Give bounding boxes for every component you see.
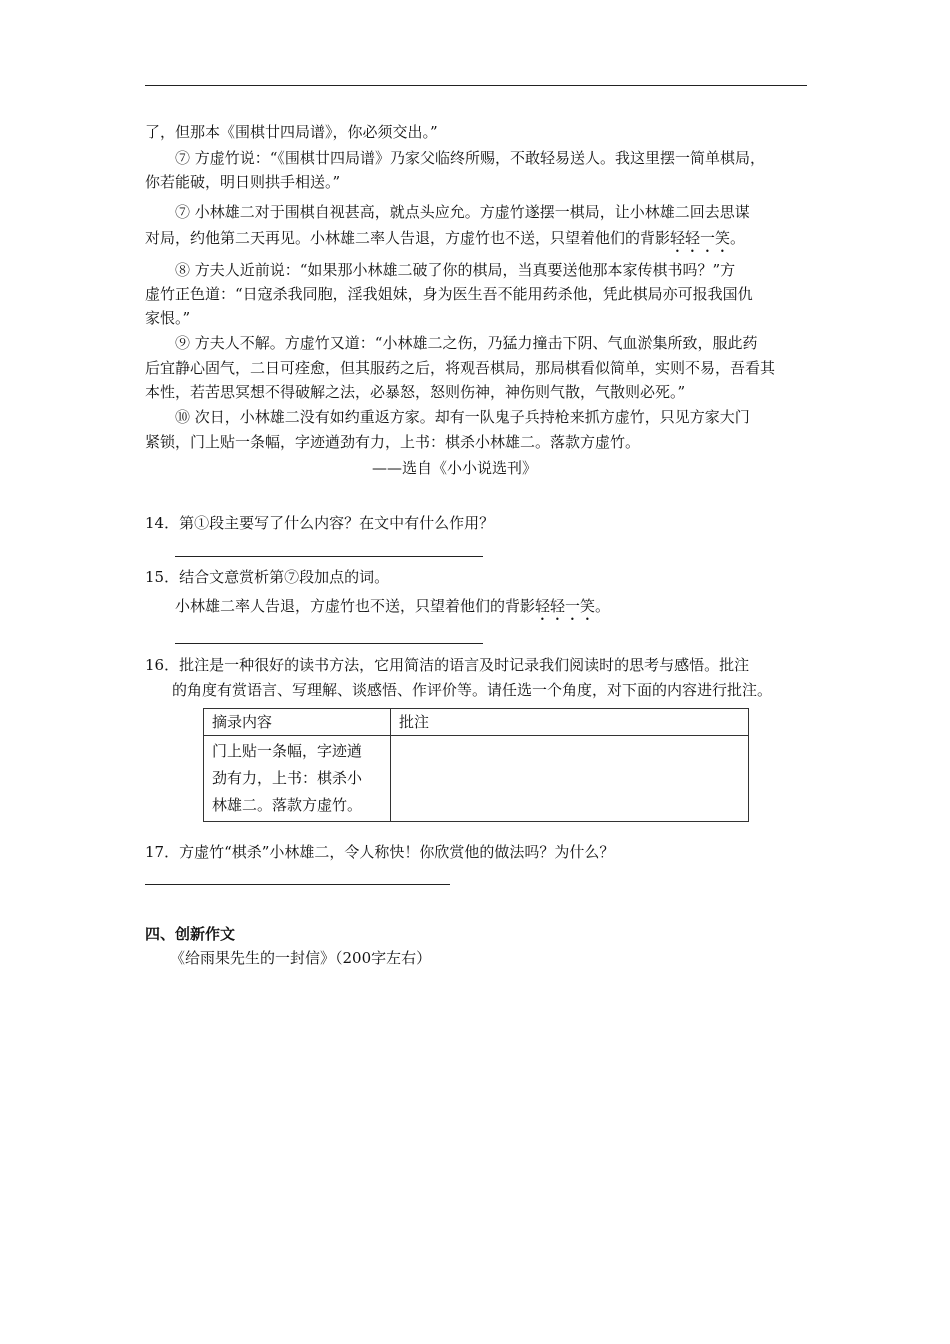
passage-line: 了，但那本《围棋廿四局谱》，你必须交出。” xyxy=(145,123,438,141)
table-cell-excerpt: 门上贴一条幅，字迹遒 劲有力，上书：棋杀小 林雄二。落款方虚竹。 xyxy=(204,736,391,822)
emphasized-word: 轻轻一笑 xyxy=(535,597,596,615)
question-16-line2: 的角度有赏语言、写理解、谈感悟、作评价等。请任选一个角度，对下面的内容进行批注。 xyxy=(172,681,773,699)
question-16: 16．批注是一种很好的读书方法，它用简洁的语言及时记录我们阅读时的思考与感悟。批注 xyxy=(145,656,750,674)
annotation-table xyxy=(203,708,749,822)
section-title: 四、创新作文 xyxy=(145,925,236,943)
question-14: 14．第①段主要写了什么内容？在文中有什么作用？ xyxy=(145,514,495,532)
passage-line: 虚竹正色道：“日寇杀我同胞，淫我姐妹，身为医生吾不能用药杀他，凭此棋局亦可报我国仇 xyxy=(145,285,753,303)
passage-line: 本性，若苦思冥想不得破解之法，必暴怒，怒则伤神，神伤则气散，气散则必死。” xyxy=(145,383,686,401)
question-15-quote: 小林雄二率人告退，方虚竹也不送，只望着他们的背影轻轻一笑。 xyxy=(175,597,611,615)
essay-prompt: 《给雨果先生的一封信》（200字左右） xyxy=(170,949,432,967)
source-citation: ——选自《小小说选刊》 xyxy=(372,459,538,477)
paragraph-7b: ⑦ 小林雄二对于围棋自视甚高，就点头应允。方虚竹遂摆一棋局，让小林雄二回去思谋 xyxy=(175,203,750,221)
passage-line: 紧锁，门上贴一条幅，字迹遒劲有力，上书：棋杀小林雄二。落款方虚竹。 xyxy=(145,433,641,451)
question-15: 15．结合文意赏析第⑦段加点的词。 xyxy=(145,568,390,586)
header-rule xyxy=(145,85,807,86)
passage-line: 家恨。” xyxy=(145,309,191,327)
paragraph-10: ⑩ 次日，小林雄二没有如约重返方家。却有一队鬼子兵持枪来抓方虚竹，只见方家大门 xyxy=(175,408,750,426)
table-header-excerpt: 摘录内容 xyxy=(204,709,391,736)
answer-line xyxy=(145,884,450,885)
paragraph-7a: ⑦ 方虚竹说：“《围棋廿四局谱》乃家父临终所赐，不敢轻易送人。我这里摆一简单棋局， xyxy=(175,149,765,167)
paragraph-9: ⑨ 方夫人不解。方虚竹又道：“小林雄二之伤，乃猛力撞击下阴、气血淤集所致，服此药 xyxy=(175,334,758,352)
table-header-annotation: 批注 xyxy=(391,709,749,736)
passage-line: 后宜静心固气，二日可痊愈，但其服药之后，将观吾棋局，那局棋看似简单，实则不易，吾看其 xyxy=(145,359,776,377)
answer-line xyxy=(175,556,483,557)
emphasized-word: 轻轻一笑 xyxy=(670,229,731,247)
table-cell-annotation[interactable] xyxy=(391,736,749,822)
paragraph-8: ⑧ 方夫人近前说：“如果那小林雄二破了你的棋局，当真要送他那本家传棋书吗？”方 xyxy=(175,261,736,279)
passage-line: 对局，约他第二天再见。小林雄二率人告退，方虚竹也不送，只望着他们的背影轻轻一笑。 xyxy=(145,229,746,247)
question-17: 17．方虚竹“棋杀”小林雄二，令人称快！你欣赏他的做法吗？为什么？ xyxy=(145,843,615,861)
answer-line xyxy=(175,643,483,644)
passage-line: 你若能破，明日则拱手相送。” xyxy=(145,173,341,191)
